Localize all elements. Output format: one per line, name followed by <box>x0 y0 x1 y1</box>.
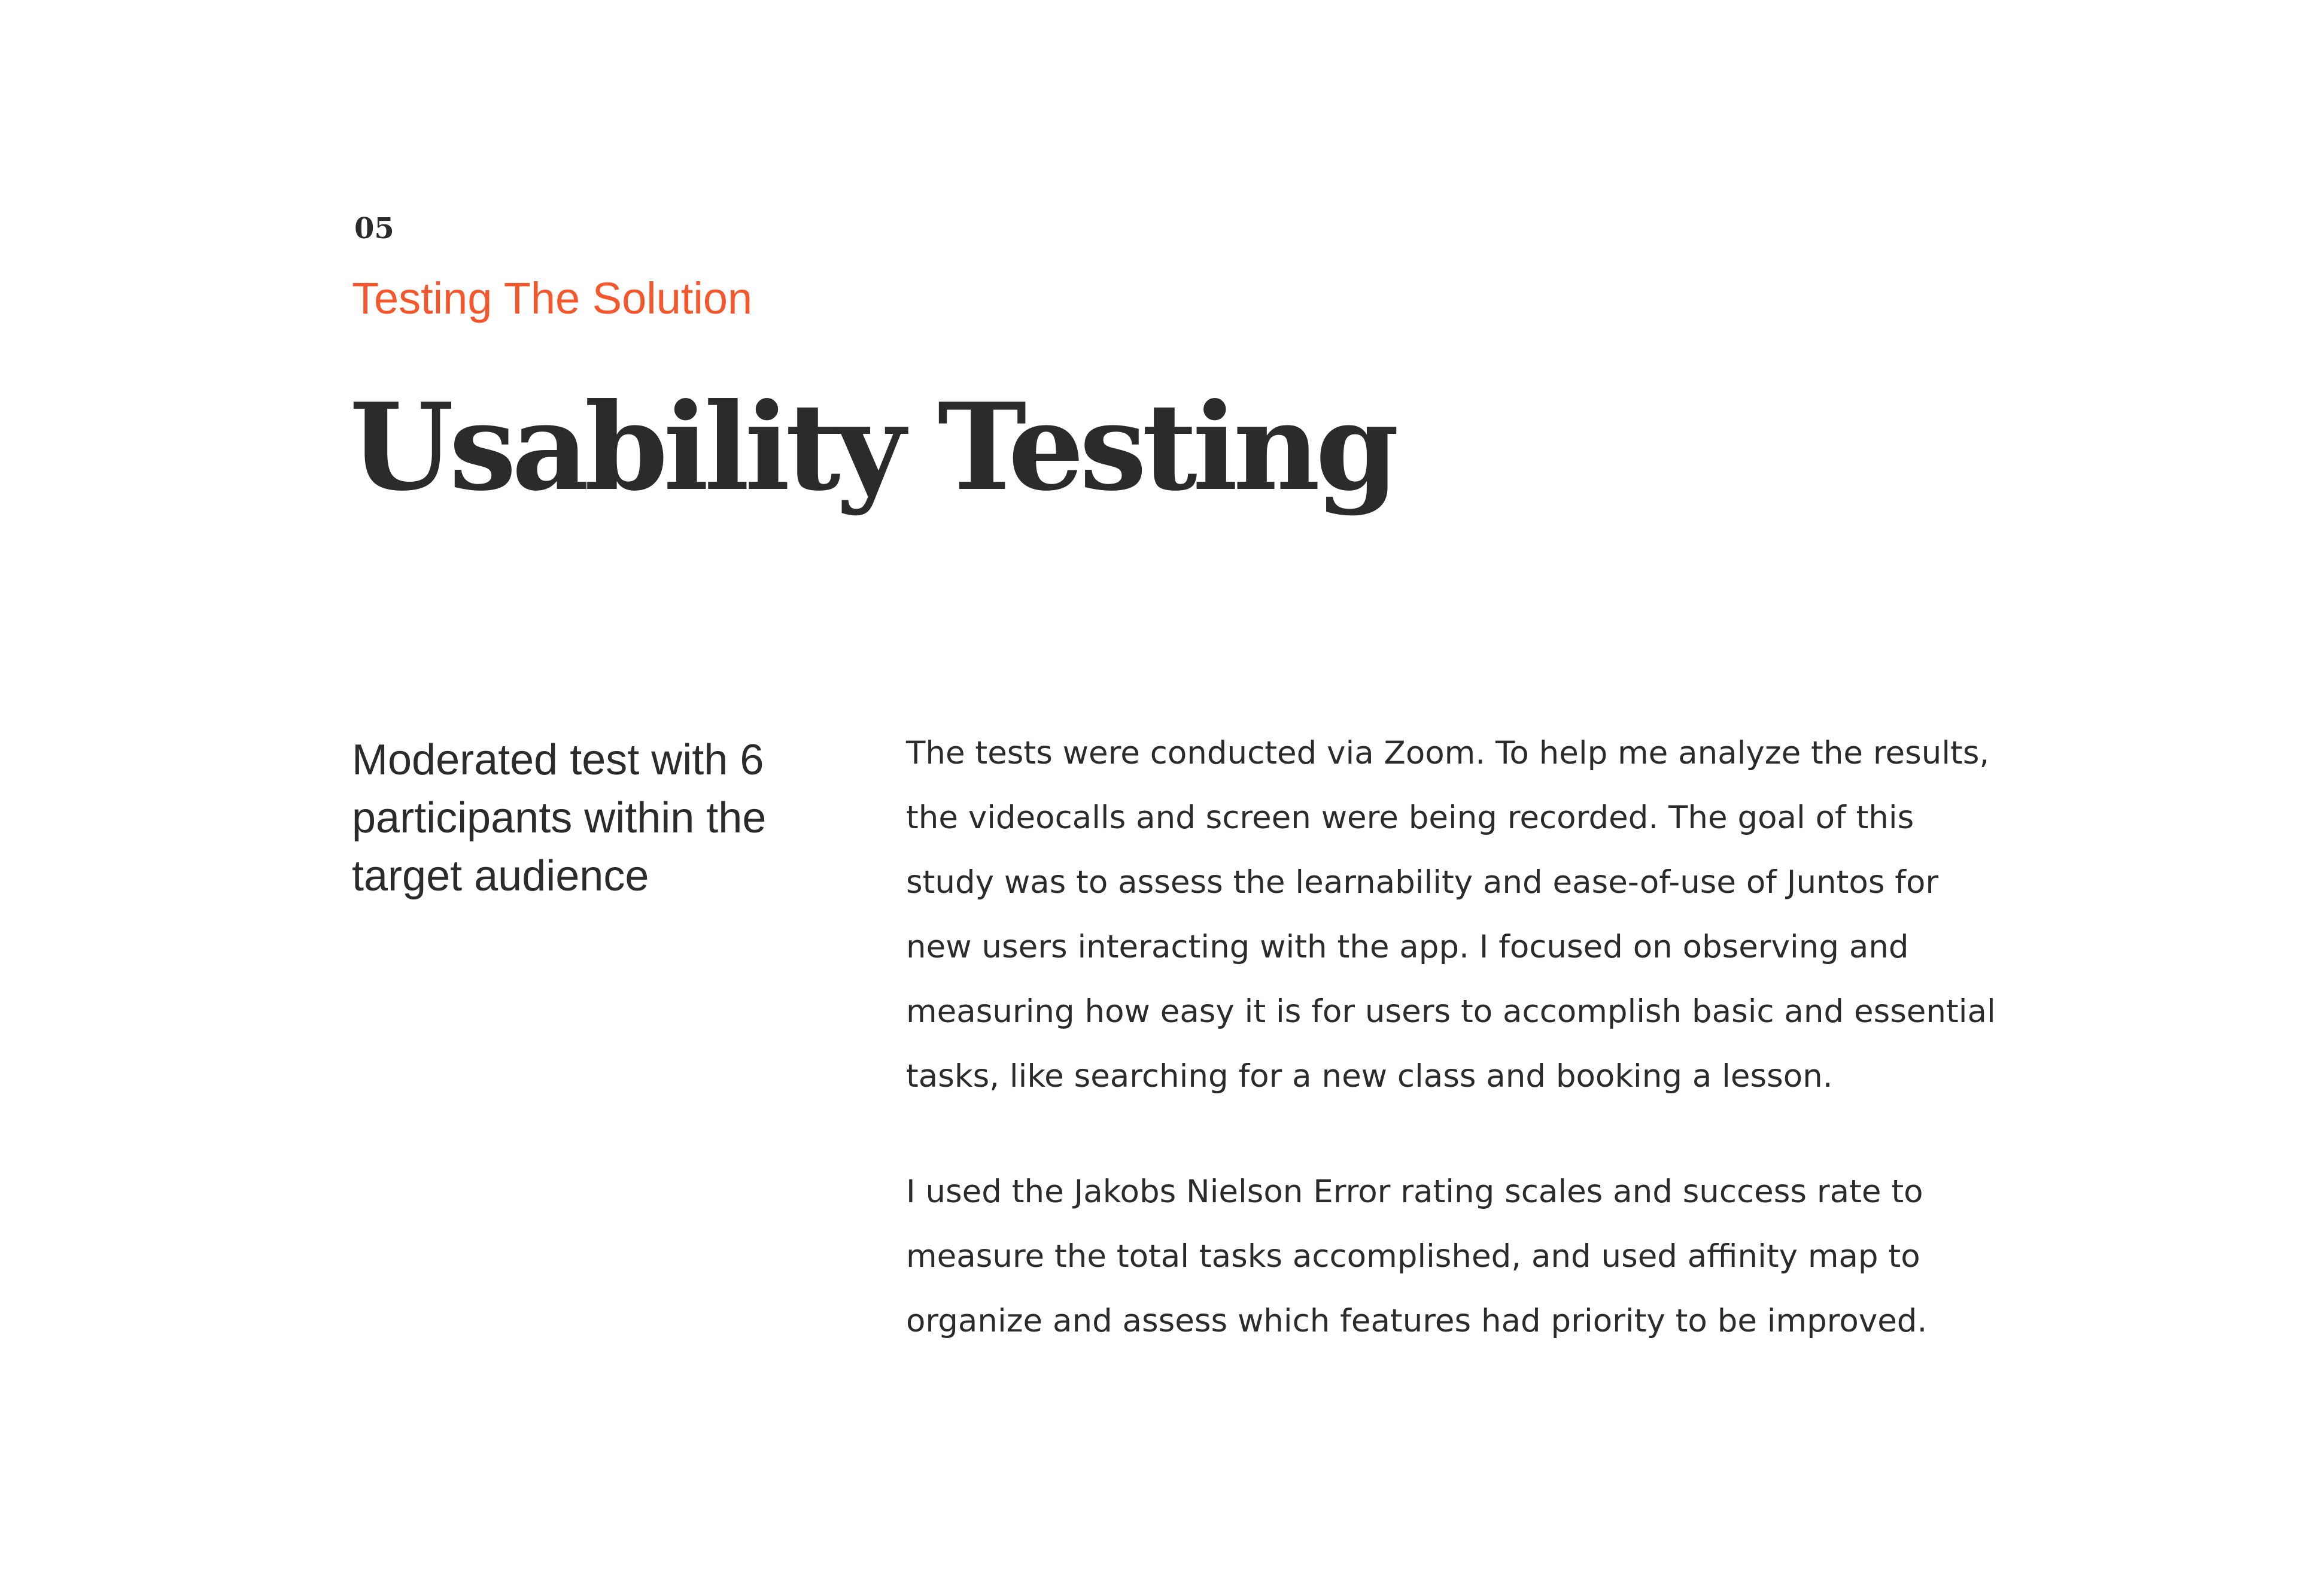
body-paragraph-1: The tests were conducted via Zoom. To help me analyze the results, the videocalls and screen were being recorded. The goal of this study was to assess the learnability and ease-of-use of Juntos for new users interacting with the app. I focused on observing and measuring how easy it is for users to accomplish basic and essential tasks, like searching for a new class and booking a lesson. <box>906 735 1996 1095</box>
body-text-column <box>906 721 2007 1354</box>
page-title: Usability Testing <box>349 377 1394 518</box>
body-paragraph-2: I used the Jakobs Nielson Error rating scales and success rate to measure the total tasks accomplished, and used affinity map to organize and assess which features had priority to be improved. <box>906 1174 1928 1339</box>
section-kicker: Testing The Solution <box>352 273 753 323</box>
section-number: 05 <box>354 212 394 245</box>
summary-callout: Moderated test with 6 participants within the target audience <box>352 736 767 900</box>
